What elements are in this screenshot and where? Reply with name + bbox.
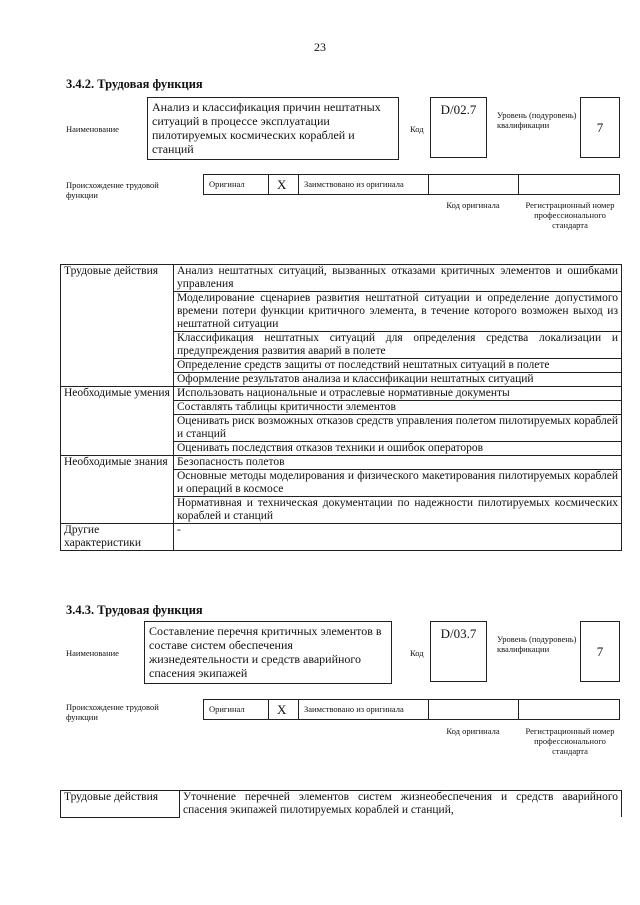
reg-number-cell <box>519 175 619 194</box>
function-table-2 <box>60 790 622 818</box>
borrowed-label: Заимствовано из оригинала <box>299 700 429 719</box>
knowledge-label: Необходимые знания <box>61 456 174 524</box>
orig-code-caption: Код оригинала <box>446 200 500 210</box>
page-number: 23 <box>314 40 326 54</box>
orig-code-caption: Код оригинала <box>446 726 500 736</box>
code-value: D/02.7 <box>430 97 487 158</box>
labour-action: Классификация нештатных ситуаций для определения средства локализации и предупреждения развития аварий в полете <box>174 332 622 359</box>
skill-item: Использовать национальные и отраслевые нормативные документы <box>174 387 622 401</box>
labour-action: Определение средств защиты от последствий нештатных ситуаций в полете <box>174 359 622 373</box>
function-table-1 <box>60 264 622 551</box>
labour-action: Оформление результатов анализа и классификации нештатных ситуаций <box>174 373 622 387</box>
borrowed-label: Заимствовано из оригинала <box>299 175 429 194</box>
knowledge-item: Безопасность полетов <box>174 456 622 470</box>
reg-number-caption: Регистрационный номер профессионального стандарта <box>525 726 615 756</box>
code-value: D/03.7 <box>430 621 487 682</box>
skill-item: Оценивать последствия отказов техники и ошибок операторов <box>174 442 622 456</box>
name-label: Наименование <box>66 124 119 134</box>
level-label: Уровень (подуровень) квалификации <box>497 110 577 130</box>
labour-action: Моделирование сценариев развития нештатной ситуации и определение допустимого времени потери функции критичного элемента, в течение которого возможен выход из нештатной ситуации <box>174 292 622 332</box>
level-value: 7 <box>580 621 620 682</box>
level-label: Уровень (подуровень) квалификации <box>497 634 577 654</box>
labour-action: Анализ нештатных ситуаций, вызванных отказами критичных элементов и ошибками управления <box>174 265 622 292</box>
knowledge-item: Нормативная и техническая документации по надежности пилотируемых космических кораблей и станций <box>174 497 622 524</box>
reg-number-caption: Регистрационный номер профессионального стандарта <box>525 200 615 230</box>
name-label: Наименование <box>66 648 119 658</box>
original-mark: X <box>269 175 299 194</box>
knowledge-item: Основные методы моделирования и физического макетирования пилотируемых кораблей и операций в космосе <box>174 470 622 497</box>
function-name-box: Анализ и классификация причин нештатных ситуаций в процессе эксплуатации пилотируемых космических кораблей и станций <box>147 97 399 160</box>
labour-actions-label: Трудовые действия <box>61 265 174 387</box>
labour-actions-label: Трудовые действия <box>61 791 180 818</box>
origin-label: Происхождение трудовой функции <box>66 702 159 722</box>
original-mark: X <box>269 700 299 719</box>
orig-code-cell <box>429 175 519 194</box>
original-label: Оригинал <box>204 700 269 719</box>
origin-label: Происхождение трудовой функции <box>66 180 159 200</box>
origin-row <box>203 699 620 720</box>
skills-label: Необходимые умения <box>61 387 174 456</box>
origin-row <box>203 174 620 195</box>
other-characteristics-value: - <box>174 524 622 551</box>
other-characteristics-label: Другие характеристики <box>61 524 174 551</box>
level-value: 7 <box>580 97 620 158</box>
skill-item: Составлять таблицы критичности элементов <box>174 401 622 415</box>
orig-code-cell <box>429 700 519 719</box>
code-label: Код <box>410 648 424 658</box>
labour-action: Уточнение перечней элементов систем жизнеобеспечения и средств аварийного спасения экипажей пилотируемых кораблей и станций, <box>180 791 622 818</box>
function-name-box: Составление перечня критичных элементов в составе систем обеспечения жизнедеятельности и средств аварийного спасения экипажей <box>144 621 392 684</box>
reg-number-cell <box>519 700 619 719</box>
code-label: Код <box>410 124 424 134</box>
skill-item: Оценивать риск возможных отказов средств управления полетом пилотируемых кораблей и станций <box>174 415 622 442</box>
section-heading-3-4-2: 3.4.2. Трудовая функция <box>66 77 203 91</box>
section-heading-3-4-3: 3.4.3. Трудовая функция <box>66 603 203 617</box>
original-label: Оригинал <box>204 175 269 194</box>
